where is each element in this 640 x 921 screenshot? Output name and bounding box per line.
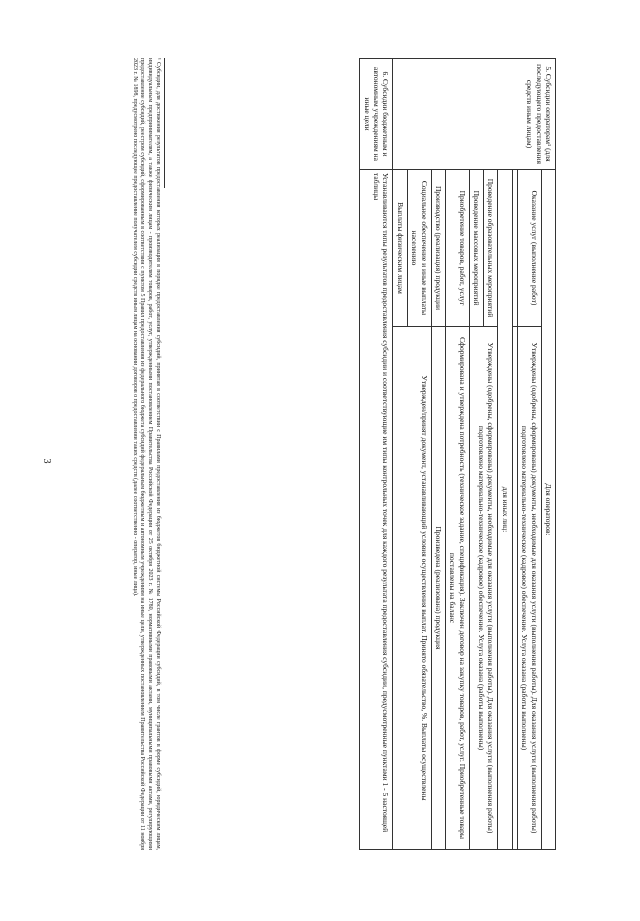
table-row bbox=[512, 59, 517, 850]
individual-payments-name: Выплаты физическим лицам bbox=[393, 170, 407, 327]
social-payments-result: Утвержден/принят документ, устанавливающий условия осуществления выплат. Принято обязательство, %. Выплаты осуществлены bbox=[393, 327, 431, 850]
page-number: 3 bbox=[41, 458, 52, 464]
empty-cell bbox=[512, 170, 517, 327]
table-row bbox=[484, 59, 498, 850]
edu-events-name: Проведение образовательных мероприятий bbox=[484, 170, 498, 327]
rotated-content bbox=[70, 50, 570, 870]
empty-cell bbox=[512, 327, 517, 850]
production-result: Произведена (реализована) продукция bbox=[431, 327, 445, 850]
procurement-name: Приобретение товаров, работ, услуг bbox=[446, 170, 470, 327]
table-row bbox=[446, 59, 470, 850]
row-6-result: Устанавливаются типы результатов предоставления субсидии и соответствующие им типы контрольных точек для каждого результата предоставления субсидии, предусмотренные пунктами 1 - 5 настоящей таблицы bbox=[360, 170, 393, 850]
operators-header: Для операторов: bbox=[541, 170, 555, 850]
service-result-cell: Утверждены (одобрены, сформированы) документы, необходимые для оказания услуги (выполнения работы). Для оказания услуги (выполнения работы) подготовлено материально-техническое (кадровое) обеспечение. Услуга оказана (работы выполнены) bbox=[517, 327, 541, 850]
other-persons-header: для иных лиц: bbox=[498, 170, 512, 850]
mass-events-name: Проведение массовых мероприятий bbox=[469, 170, 483, 327]
table-row bbox=[541, 59, 555, 850]
edu-events-result: Утверждены (одобрены, сформированы) документы, необходимые для оказания услуги (выполнения работы). Для оказания услуги (выполнения работы) подготовлено материально-техническое (кадровое) обеспечение. Услуга оказана (работы выполнены) bbox=[469, 327, 498, 850]
service-name-cell: Оказание услуг (выполнение работ) bbox=[517, 170, 541, 327]
results-table bbox=[359, 58, 556, 850]
table-row bbox=[431, 59, 445, 850]
footnote bbox=[130, 58, 165, 850]
row-5-label: 5. Субсидии операторам¹ (для последующего предоставления средств иным лицам) bbox=[393, 59, 556, 170]
row-6-label: 6. Субсидии бюджетным и автономным учреждениям на иные цели bbox=[360, 59, 393, 170]
footnote-text: ¹ Субсидии, для достижения результатов предоставления которых реализация в порядке предоставления субсидий, принятая в соответствии с Правилами предоставления из бюджетов бюджетной системы Российской Федерации субсидий, в том числе грантов в форме субсидий, юридическим лицам, индивидуальным предпринимателям, а также физическим лицам - производителям товаров, работ, услуг, утвержденными постановлением Правительства Российской Федерации от 25 октября 2023 г. № 1780, нормативными правовыми актами, муниципальными правовыми актами, регулирующими предоставление субсидий, реестром субсидий, сформированным в соответствии с пунктом 5 Правил предоставления из федерального бюджета субсидий федеральным бюджетным и автономным учреждениям на иные цели, утвержденных постановлением Правительства Российской Федерации от 11 ноября 2023 г. № 1898, предусмотрено последующее предоставление получателем субсидии средств иным лицам на основании договоров о предоставлении таких средств (далее соответственно - оператор, иные лица). bbox=[131, 58, 161, 850]
table-row bbox=[360, 59, 393, 850]
table-row bbox=[517, 59, 541, 850]
production-name: Производство (реализация) продукции bbox=[431, 170, 445, 327]
table-row bbox=[498, 59, 512, 850]
footnote-divider bbox=[164, 58, 165, 188]
social-payments-name: Социальное обеспечение и иные выплаты населению bbox=[407, 170, 431, 327]
procurement-result: Сформирована и утверждена потребность (техническое задание, спецификация). Заключен договор на закупку товаров, работ, услуг. Приобретенные товары поставлены на баланс bbox=[446, 327, 470, 850]
table-row bbox=[407, 59, 431, 850]
